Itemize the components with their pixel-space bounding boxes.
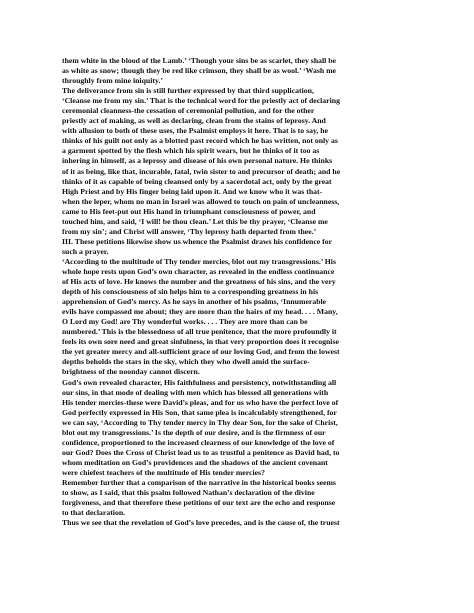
text-line: III. These petitions likewise show us whence the Psalmist draws his confidence for	[62, 236, 333, 246]
text-line: brightness of the noonday cannot discern.	[62, 367, 200, 377]
text-line: inhering in himself, as a leprosy and disease of his own personal nature. He thinks	[62, 156, 333, 166]
text-line: a garment spotted by the flesh which his spirit wears, but he thinks of it too as	[62, 146, 320, 156]
text-line: when the leper, whom no man in Israel was allowed to touch on pain of uncleanness,	[62, 196, 340, 206]
text-line: such a prayer.	[62, 246, 109, 256]
text-line: ceremonial cleanness-the cessation of ceremonial pollution, and for the other	[62, 106, 315, 116]
text-line: feels its own sore need and great sinfulness, in that very proportion does it recognise	[62, 337, 339, 347]
text-line: depth of his consciousness of sin helps him to a corresponding greatness in his	[62, 287, 319, 297]
text-line: God’s own revealed character, His faithfulness and persistency, notwithstanding all	[62, 377, 337, 387]
text-line: forgiveness, and that therefore these petitions of our text are the echo and response	[62, 498, 336, 508]
text-line: them white in the blood of the Lamb.’ ‘Though your sins be as scarlet, they shall be	[62, 56, 336, 65]
text-line: depths beholds the stars in the sky, which they who dwell amid the surface-	[62, 357, 310, 367]
text-line: thinks of his guilt not only as a blotted past record which he has written, not only as	[62, 136, 338, 146]
text-line: confidence, proportioned to the increased clearness of our knowledge of the love of	[62, 437, 335, 447]
text-line: High Priest and by His finger being laid upon it. And we know who it was that-	[62, 186, 323, 196]
text-line: apprehension of God’s mercy. As he says in another of his psalms, ‘Innumerable	[62, 297, 327, 307]
text-line: to that declaration.	[62, 508, 126, 518]
text-line: whole hope rests upon God’s own character, as revealed in the endless continuance	[62, 266, 335, 276]
text-line: of His acts of love. He knows the number and the greatness of his sins, and the very	[62, 277, 336, 287]
body-text	[62, 56, 422, 528]
text-line: The deliverance from sin is still further expressed by that third supplication,	[62, 86, 314, 96]
text-line: O Lord my God! are Thy wonderful works. . . . They are more than can be	[62, 317, 308, 327]
text-line: evils have compassed me about; they are more than the hairs of my head. . . . Many,	[62, 307, 338, 317]
text-line: priestly act of making, as well as declaring, clean from the stains of leprosy. And	[62, 116, 326, 126]
text-line: our sins, in that mode of dealing with men which has blessed all generations with	[62, 387, 329, 397]
text-line: as white as snow; though they be red like crimson, they shall be as wool.’ ‘Wash me	[62, 66, 336, 76]
text-line: God perfectly expressed in His Son, that same plea is incalculably strengthened, for	[62, 407, 337, 417]
text-line: were chiefest teachers of the multitude of His tender mercies?	[62, 467, 265, 477]
text-line: to show, as I said, that this psalm followed Nathan’s declaration of the divine	[62, 488, 315, 498]
text-line: His tender mercies-these were David’s pleas, and for us who have the perfect love of	[62, 397, 339, 407]
text-line: from my sin’; and Christ will answer, ‘Thy leprosy hath departed from thee.’	[62, 226, 317, 236]
text-line: with allusion to both of these uses, the Psalmist employs it here. That is to say, he	[62, 126, 329, 136]
text-line: throughly from mine iniquity.’	[62, 76, 163, 86]
text-line: thinks of it as capable of being cleansed only by a sacerdotal act, only by the great	[62, 176, 332, 186]
text-line: we can say, ‘According to Thy tender mercy in Thy dear Son, for the sake of Christ,	[62, 417, 338, 427]
text-line: Thus we see that the revelation of God’s love precedes, and is the cause of, the truest	[62, 518, 340, 528]
text-line: touched him, and said, ‘I will! be thou clean.’ Let this be thy prayer, ‘Cleanse me	[62, 216, 328, 226]
text-line: of it as being, like that, incurable, fatal, twin sister to and precursor of death; and he	[62, 166, 341, 176]
text-line: Remember further that a comparison of the narrative in the historical books seems	[62, 477, 336, 487]
text-line: came to His feet-put out His hand in triumphant consciousness of power, and	[62, 206, 316, 216]
text-line: whom meditation on God’s providences and the shadows of the ancient covenant	[62, 457, 328, 467]
text-line: ‘Cleanse me from my sin.’ That is the technical word for the priestly act of declaring	[62, 96, 340, 106]
text-line: our God? Does the Cross of Christ lead us to as trustful a penitence as David had, to	[62, 447, 340, 457]
text-line: the yet greater mercy and all-sufficient grace of our loving God, and from the lowest	[62, 347, 340, 357]
text-line: ‘According to the multitude of Thy tender mercies, blot out my transgressions.’ His	[62, 256, 336, 266]
text-line: numbered.’ This is the blessedness of all true penitence, that the more profoundly it	[62, 327, 337, 337]
text-line: blot out my transgressions.’ Is the depth of our desire, and is the firmness of our	[62, 427, 326, 437]
